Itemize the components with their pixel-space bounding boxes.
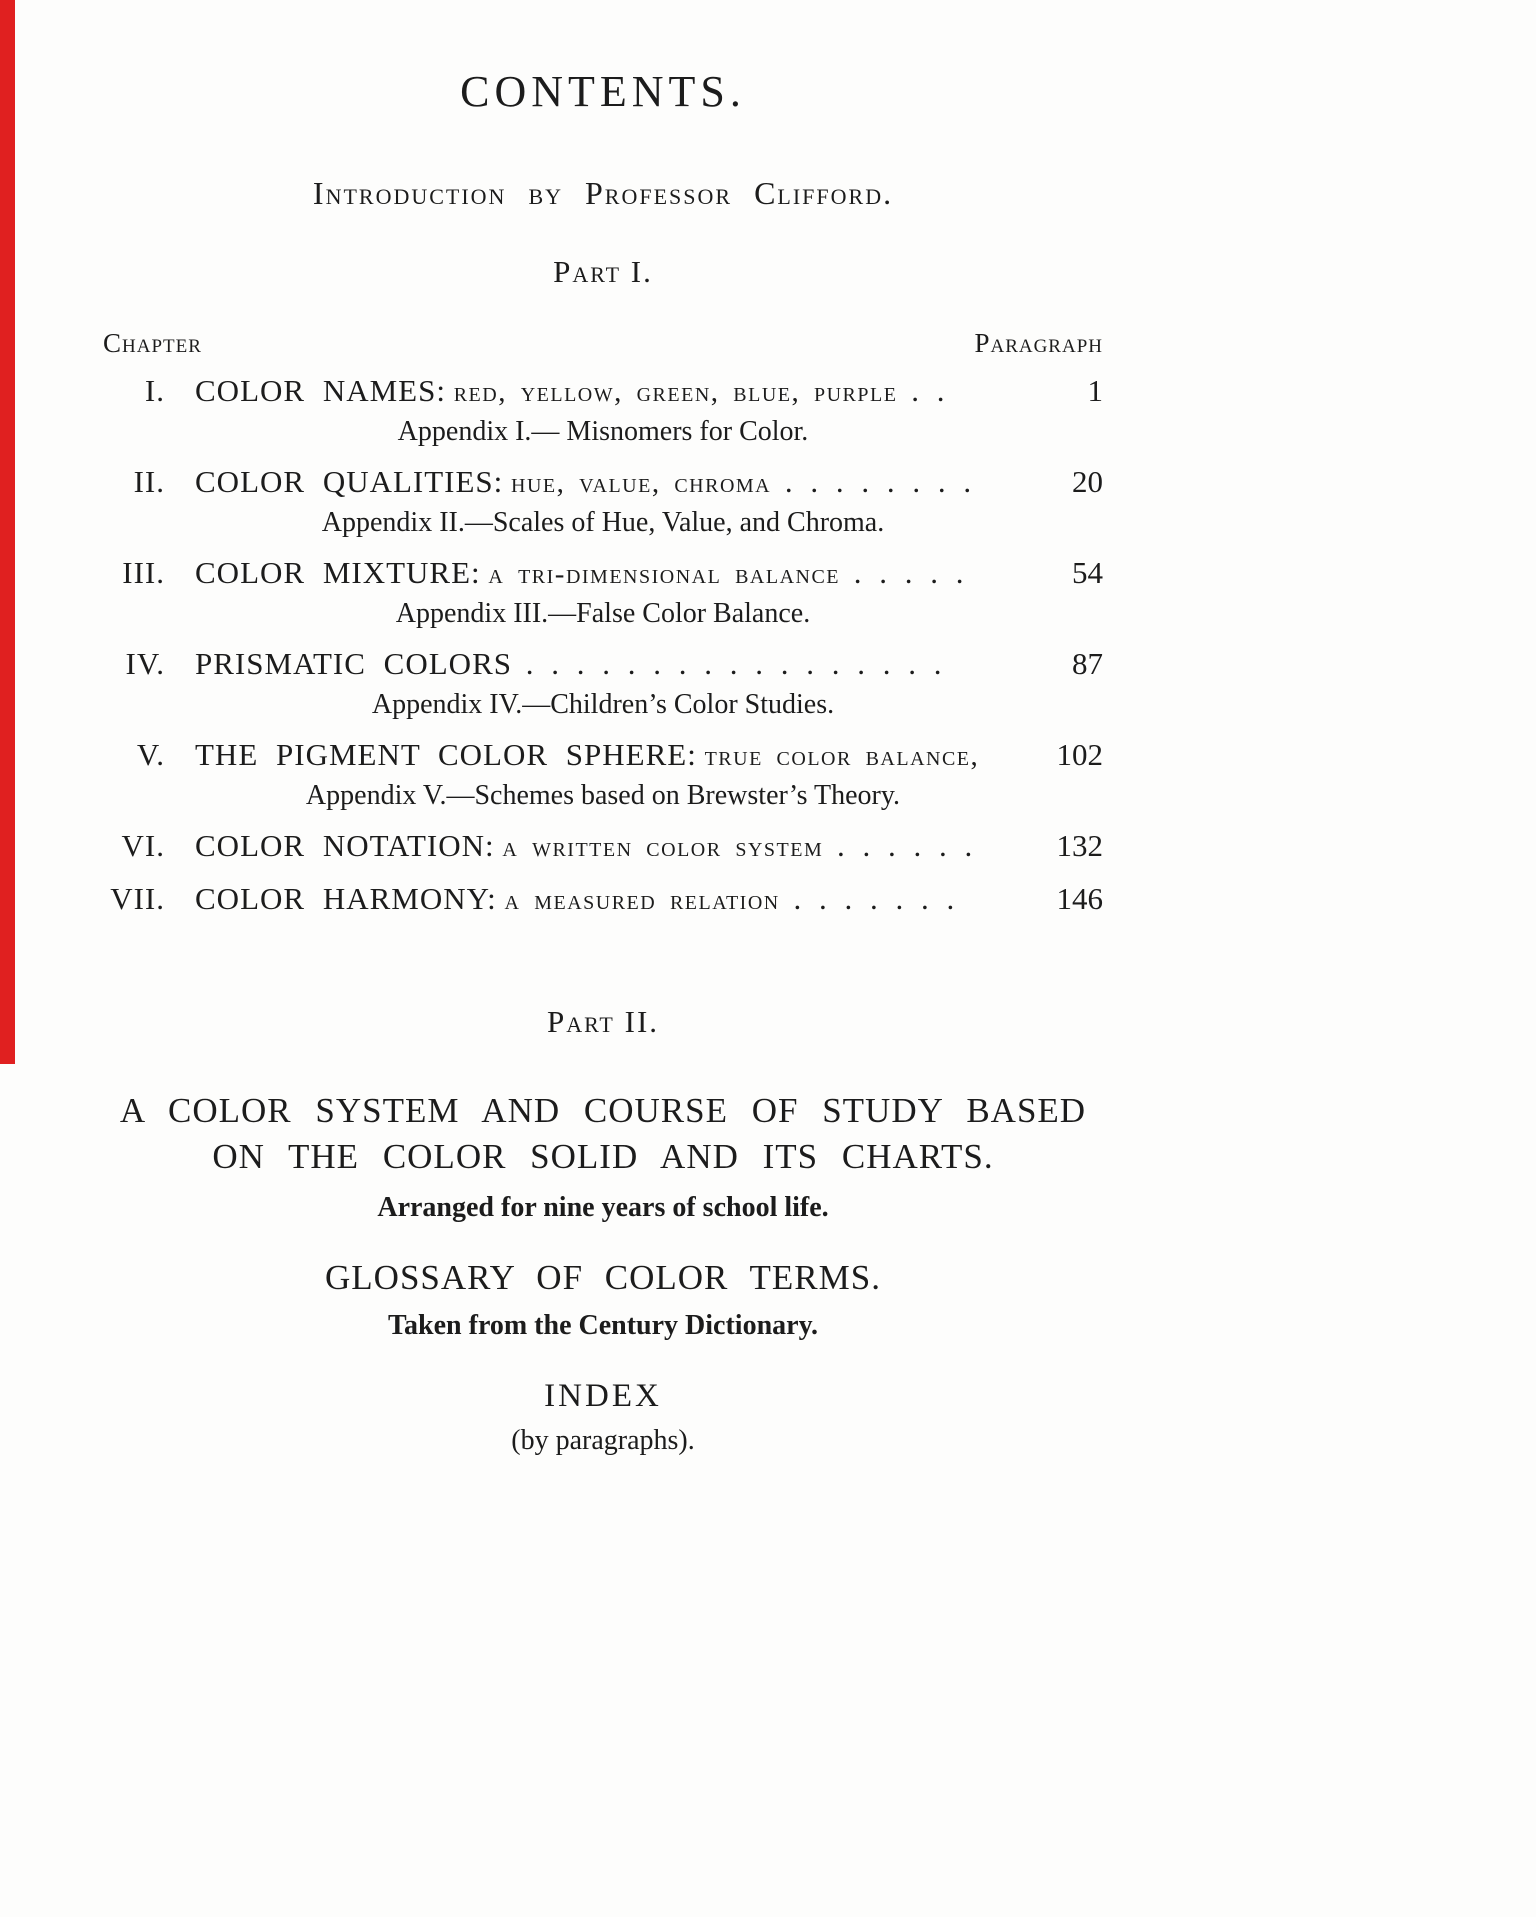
appendix-line: Appendix I.— Misnomers for Color.	[397, 416, 809, 447]
column-labels-row	[103, 328, 1103, 359]
paragraph-number: 146	[1056, 881, 1103, 916]
chapter-column-label: Chapter	[103, 328, 202, 358]
index-heading: INDEX	[544, 1378, 662, 1414]
glossary-subtitle: Taken from the Century Dictionary.	[387, 1310, 819, 1341]
introduction-line: Introduction by Professor Clifford.	[312, 175, 894, 211]
chapter-title: PRISMATIC COLORS	[195, 646, 512, 681]
red-bookmark-stripe	[0, 0, 15, 1064]
chapter-title-group	[195, 826, 1035, 867]
part1-heading: Part I.	[553, 254, 653, 289]
part2-title-line1: A COLOR SYSTEM AND COURSE OF STUDY BASED	[119, 1091, 1087, 1130]
toc-row	[103, 826, 1103, 867]
chapter-numeral: IV.	[125, 646, 165, 681]
table-of-contents	[103, 371, 1103, 920]
dot-leaders: . . . . . . . . . . . . . . . . .	[525, 646, 947, 681]
chapter-title: COLOR HARMONY:	[195, 881, 497, 916]
appendix-line: Appendix II.—Scales of Hue, Value, and Chroma.	[321, 507, 885, 538]
toc-row	[103, 553, 1103, 594]
chapter-title: COLOR MIXTURE:	[195, 555, 481, 590]
chapter-title-group	[195, 462, 1035, 503]
glossary-heading: GLOSSARY OF COLOR TERMS.	[325, 1258, 881, 1297]
chapter-title: COLOR QUALITIES:	[195, 464, 504, 499]
chapter-numeral: II.	[133, 464, 165, 499]
appendix-line: Appendix IV.—Children’s Color Studies.	[371, 689, 835, 720]
paragraph-number: 132	[1056, 828, 1103, 863]
chapter-numeral: VI.	[121, 828, 165, 863]
toc-entry	[103, 371, 1103, 450]
toc-entry	[103, 735, 1103, 814]
appendix-line: Appendix V.—Schemes based on Brewster’s Theory.	[305, 780, 901, 811]
paragraph-number: 54	[1072, 555, 1103, 590]
chapter-title-group	[195, 644, 1035, 685]
chapter-title-group	[195, 553, 1035, 594]
part2-title	[103, 1088, 1103, 1180]
dot-leaders: . . . . .	[853, 555, 969, 590]
paragraph-number: 102	[1056, 737, 1103, 772]
dot-leaders: . . . . . . .	[793, 881, 960, 916]
paragraph-number: 87	[1072, 646, 1103, 681]
chapter-title-group	[195, 735, 1035, 776]
chapter-subtitle: a written color system	[502, 831, 824, 863]
toc-row	[103, 462, 1103, 503]
paragraph-number: 20	[1072, 464, 1103, 499]
toc-row	[103, 735, 1103, 776]
chapter-title: THE PIGMENT COLOR SPHERE:	[195, 737, 697, 772]
chapter-title-group	[195, 371, 1035, 412]
chapter-numeral: I.	[144, 373, 165, 408]
chapter-numeral: V.	[136, 737, 165, 772]
toc-entry	[103, 879, 1103, 920]
chapter-subtitle: a measured relation	[504, 884, 780, 916]
part2-title-line2: ON THE COLOR SOLID AND ITS CHARTS.	[212, 1137, 994, 1176]
dot-leaders: . . . . . .	[837, 828, 978, 863]
dot-leaders: . . . . . . . .	[784, 464, 977, 499]
chapter-title: COLOR NAMES:	[195, 373, 446, 408]
paragraph-column-label: Paragraph	[974, 328, 1103, 358]
chapter-subtitle: a tri-dimensional balance	[488, 558, 841, 590]
chapter-title-group	[195, 879, 1035, 920]
part2-subtitle: Arranged for nine years of school life.	[377, 1192, 829, 1223]
chapter-numeral: III.	[122, 555, 165, 590]
toc-entry	[103, 826, 1103, 867]
toc-row	[103, 644, 1103, 685]
toc-entry	[103, 644, 1103, 723]
paragraph-number: 1	[1087, 373, 1103, 408]
toc-row	[103, 879, 1103, 920]
toc-entry	[103, 462, 1103, 541]
chapter-subtitle: true color balance,	[704, 740, 980, 772]
part2-heading: Part II.	[546, 1004, 660, 1039]
chapter-title: COLOR NOTATION:	[195, 828, 495, 863]
book-page-content	[103, 0, 1103, 1457]
index-subtitle: (by paragraphs).	[511, 1425, 695, 1456]
toc-row	[103, 371, 1103, 412]
page-title: CONTENTS.	[460, 67, 746, 116]
toc-entry	[103, 553, 1103, 632]
appendix-line: Appendix III.—False Color Balance.	[395, 598, 811, 629]
chapter-subtitle: red, yellow, green, blue, purple	[453, 376, 898, 408]
dot-leaders: . .	[911, 373, 950, 408]
chapter-subtitle: hue, value, chroma	[511, 467, 772, 499]
chapter-numeral: VII.	[110, 881, 165, 916]
